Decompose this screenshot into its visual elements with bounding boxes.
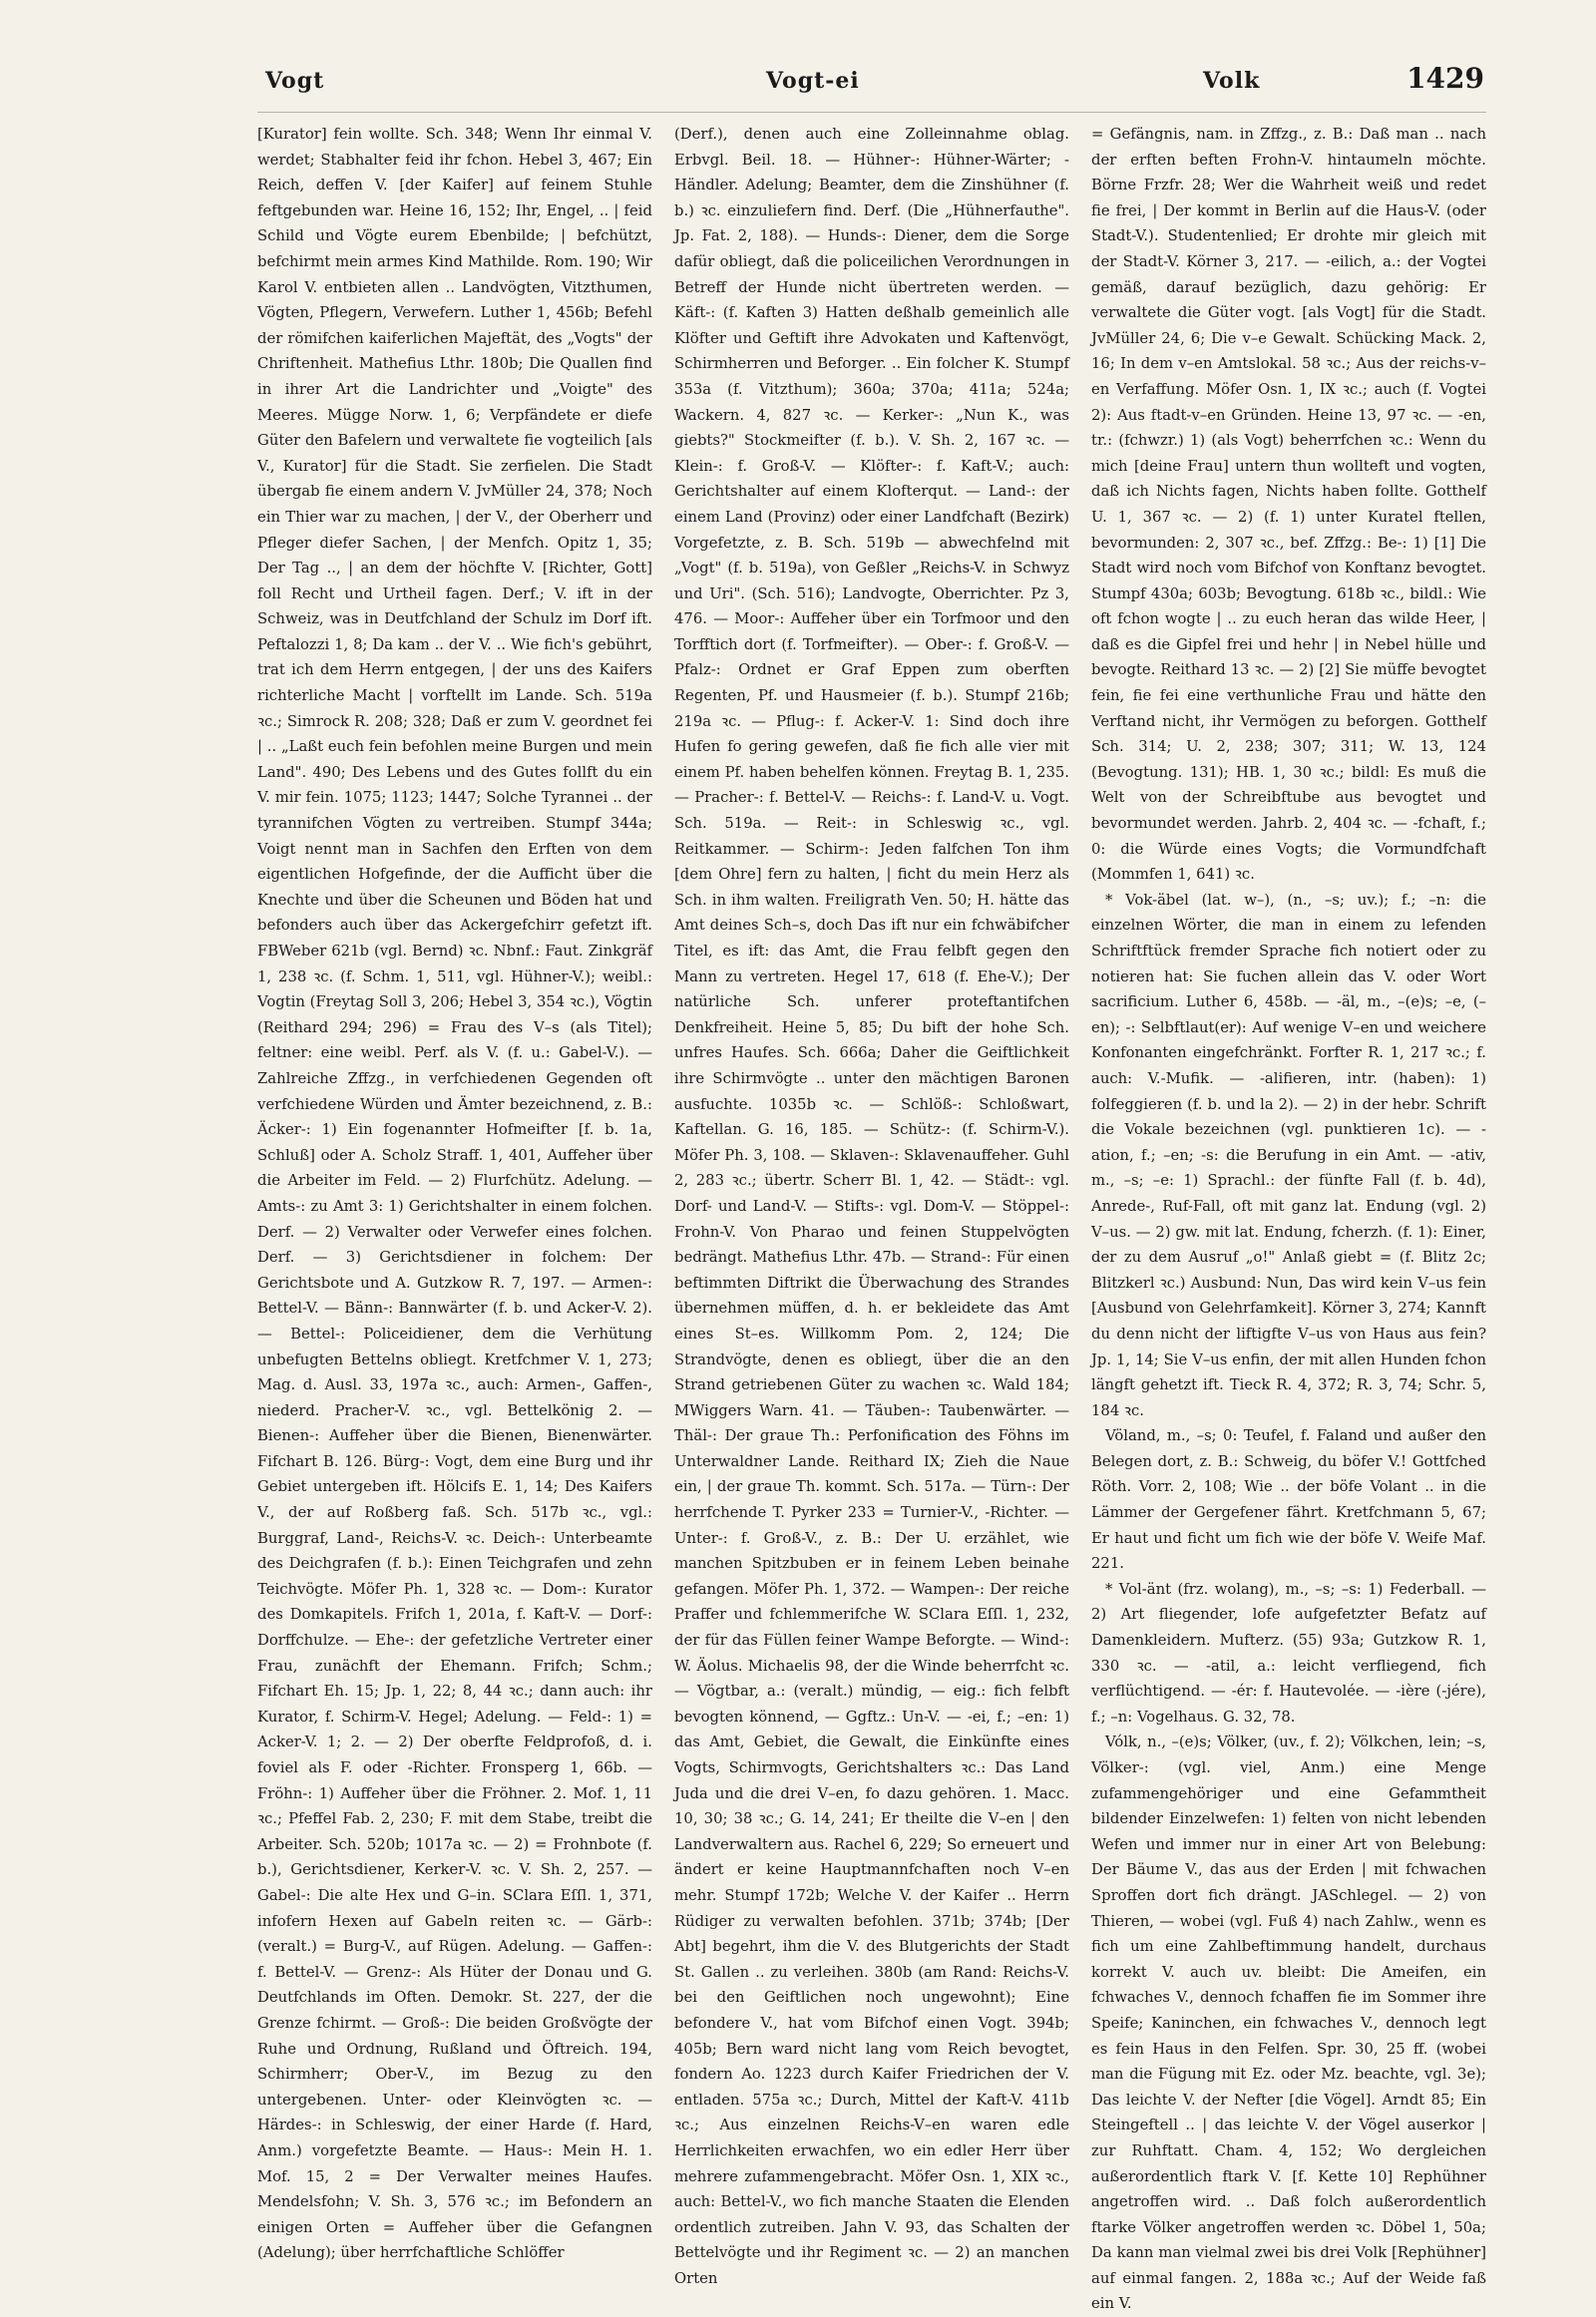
header-right-word: Volk — [1203, 68, 1261, 94]
entry-vokabel: * Vok-äbel (lat. w–), (n., –s; uv.); f.; –n: die einzelnen Wörter, die man in einem zu lefenden Schriftftück fremder Sprache fich notiert oder zu notieren hat: Sie fuchen allein das V. oder Wort sacrificium. Luther 6, 458b. — -äl, m., –(e)s; –e, (–en); -: Selbftlaut(er): Auf wenige V–en und weichere Konfonanten eingefchränkt. Forfter R. 1, 217 ꝛc.; f. auch: V.-Mufik. — -alifieren, intr. (haben): 1) folfeggieren (f. b. und la 2). — 2) in der hebr. Schrift die Vokale bezeichnen (vgl. punktieren 1c). — -ation, f.; –en; -s: die Berufung in ein Amt. — -ativ, m., –s; –e: 1) Sprachl.: der fünfte Fall (f. b. 4d), Anrede-, Ruf-Fall, oft mit ganz lat. Endung (vgl. 2) V–us. — 2) gw. mit lat. Endung, fcherzh. (f. 1): Einer, der zu dem Ausruf „o!" Anlaß giebt = (f. Blitz 2c; Blitzkerl ꝛc.) Ausbund: Nun, Das wird kein V–us fein [Ausbund von Gelehrfamkeit]. Körner 3, 274; Kannft du denn nicht der liftigfte V–us von Haus aus fein? Jp. 1, 14; Sie V–us enfin, der mit allen Hunden fchon längft gehetzt ift. Tieck R. 4, 372; R. 3, 74; Schr. 5, 184 ꝛc. — [1091, 891, 1486, 1419]
header-left-word: Vogt — [265, 68, 325, 94]
column-middle — [674, 122, 1069, 2287]
header-rule — [257, 112, 1486, 113]
entry-vogtei-continued: = Gefängnis, nam. in Zffzg., z. B.: Daß man .. nach der erften beften Frohn-V. hintaumeln möchte. Börne Frzfr. 28; Wer die Wahrheit weiß und redet fie frei, | Der kommt in Berlin auf die Haus-V. (oder Stadt-V.). Studentenlied; Er drohte mir gleich mit der Stadt-V. Körner 3, 217. — -eilich, a.: der Vogtei gemäß, darauf bezüglich, dazu gehörig: Er verwaltete die Güter vogt. [als Vogt] für die Stadt. JvMüller 24, 6; Die v–e Gewalt. Schücking Mack. 2, 16; In dem v–en Amtslokal. 58 ꝛc.; Aus der reichs-v–en Verfaffung. Möfer Osn. 1, IX ꝛc.; auch (f. Vogtei 2): Aus ftadt-v–en Gründen. Heine 13, 97 ꝛc. — -en, tr.: (fchwzr.) 1) (als Vogt) beherrfchen ꝛc.: Wenn du mich [deine Frau] untern thun wollteft und vogten, daß ich Nichts fagen, Nichts haben follte. Gotthelf U. 1, 367 ꝛc. — 2) (f. 1) unter Kuratel ftellen, bevormunden: 2, 307 ꝛc., bef. Zffzg.: Be-: 1) [1] Die Stadt wird noch vom Bifchof von Konftanz bevogtet. Stumpf 430a; 603b; Bevogtung. 618b ꝛc., bildl.: Wie oft fchon wogte | .. zu euch heran das wilde Heer, | daß es die Gipfel frei und hehr | in Nebel hülle und bevogte. Reithard 13 ꝛc. — 2) [2] Sie müffe bevogtet fein, fie fei eine verthunliche Frau und hätte den Verftand nicht, ihr Vermögen zu beforgen. Gotthelf Sch. 314; U. 2, 238; 307; 311; W. 13, 124 (Bevogtung. 131); HB. 1, 30 ꝛc.; bildl: Es muß die Welt von der Schreibftube aus bevogtet und bevormundet werden. Jahrb. 2, 404 ꝛc. — -fchaft, f.; 0: die Würde eines Vogts; die Vormundfchaft (Mommfen 1, 641) ꝛc. — [1091, 126, 1486, 884]
entry-volant: * Vol-änt (frz. wolang), m., –s; –s: 1) Federball. — 2) Art fliegender, lofe aufgefetzter Befatz auf Damenkleidern. Mufterz. (55) 93a; Gutzkow R. 1, 330 ꝛc. — -atil, a.: leicht verfliegend, fich verflüchtigend. — -ér: f. Hautevolée. — -ière (-jére), f.; –n: Vogelhaus. G. 32, 78. — [1091, 1580, 1486, 1726]
running-header — [257, 62, 1486, 106]
column-middle-text: (Derf.), denen auch eine Zolleinnahme oblag. Erbvgl. Beil. 18. — Hühner-: Hühner-Wärter; -Händler. Adelung; Beamter, dem die Zinshühner (f. b.) ꝛc. einzuliefern find. Derf. (Die „Hühnerfauthe". Jp. Fat. 2, 188). — Hunds-: Diener, dem die Sorge dafür obliegt, daß die policeilichen Verordnungen in Betreff der Hunde nicht übertreten werden. — Käft-: (f. Kaften 3) Hatten deßhalb gemeinlich alle Klöfter und Geftift ihre Advokaten und Kaftenvögt, Schirmherren und Beforger. .. Ein folcher K. Stumpf 353a (f. Vitzthum); 360a; 370a; 411a; 524a; Wackern. 4, 827 ꝛc. — Kerker-: „Nun K., was giebts?" Stockmeifter (f. b.). V. Sh. 2, 167 ꝛc. — Klein-: f. Groß-V. — Klöfter-: f. Kaft-V.; auch: Gerichtshalter auf einem Klofterqut. — Land-: der einem Land (Provinz) oder einer Landfchaft (Bezirk) Vorgefetzte, z. B. Sch. 519b — abwechfelnd mit „Vogt" (f. b. 519a), von Geßler „Reichs-V. in Schwyz und Uri". (Sch. 516); Landvogte, Oberrichter. Pz 3, 476. — Moor-: Auffeher über ein Torfmoor und den Torfftich dort (f. Torfmeifter). — Ober-: f. Groß-V. — Pfalz-: Ordnet er Graf Eppen zum oberften Regenten, Pf. und Hausmeier (f. b.). Stumpf 216b; 219a ꝛc. — Pflug-: f. Acker-V. 1: Sind doch ihre Hufen fo gering gewefen, daß fie fich alle vier mit einem Pf. haben behelfen können. Freytag B. 1, 235. — Pracher-: f. Bettel-V. — Reichs-: f. Land-V. u. Vogt. Sch. 519a. — Reit-: in Schleswig ꝛc., vgl. Reitkammer. — Schirm-: Jeden falfchen Ton ihm [dem Ohre] fern zu halten, | ficht du mein Herz als Sch. in ihm walten. Freiligrath Ven. 50; H. hätte das Amt deines Sch–s, doch Das ift nur ein fchwäbifcher Titel, es ift: das Amt, die Frau felbft gegen den Mann zu vertreten. Hegel 17, 618 (f. Ehe-V.); Der natürliche Sch. unferer proteftantifchen Denkfreiheit. Heine 5, 85; Du bift der hohe Sch. unfres Haufes. Sch. 666a; Daher die Geiftlichkeit ihre Schirmvögte .. unter den mächtigen Baronen ausfuchte. 1035b ꝛc. — Schlöß-: Schloßwart, Kaftellan. G. 16, 185. — Schütz-: (f. Schirm-V.). Möfer Ph. 3, 108. — Sklaven-: Sklavenauffeher. Guhl 2, 283 ꝛc.; übertr. Scherr Bl. 1, 42. — Städt-: vgl. Dorf- und Land-V. — Stifts-: vgl. Dom-V. — Stöppel-: Frohn-V. Von Pharao und feinen Stuppelvögten bedrängt. Mathefius Lthr. 47b. — Strand-: Für einen beftimmten Diftrikt die Überwachung des Strandes übernehmen müffen, d. h. er bekleidete das Amt eines St–es. Willkomm Pom. 2, 124; Die Strandvögte, denen es obliegt, über die an den Strand getriebenen Güter zu wachen ꝛc. Wald 184; MWiggers Warn. 41. — Täuben-: Taubenwärter. — Thäl-: Der graue Th.: Perfonification des Föhns im Unterwaldner Lande. Reithard IX; Zieh die Naue ein, | der graue Th. kommt. Sch. 517a. — Türn-: Der herrfchende T. Pyrker 233 = Turnier-V., -Richter. — Unter-: f. Groß-V., z. B.: Der U. erzählet, wie manchen Spitzbuben er in feinem Leben beinahe gefangen. Möfer Ph. 1, 372. — Wampen-: Der reiche Praffer und fchlemmerifche W. SClara Eſſl. 1, 232, der für das Füllen feiner Wampe Beforgte. — Wind-: W. Äolus. Michaelis 98, der die Winde beherrfcht ꝛc. — Vögtbar, a.: (veralt.) mündig, — eig.: fich felbft bevogten könnend, — Ggftz.: Un-V. — -ei, f.; –en: 1) das Amt, Gebiet, die Gewalt, die Einkünfte eines Vogts, Schirmvogts, Gerichtshalters ꝛc.: Das Land Juda und die drei V–en, fo dazu gehören. 1. Macc. 10, 30; 38 ꝛc.; G. 14, 241; Er theilte die V–en | den Landverwaltern aus. Rachel 6, 229; So erneuert und ändert er keine Hauptmannfchaften noch V–en mehr. Stumpf 172b; Welche V. der Kaifer .. Herrn Rüdiger zu verwalten befohlen. 371b; 374b; [Der Abt] begehrt, ihm die V. des Blutgerichts der Stadt St. Gallen .. zu verleihen. 380b (am Rand: Reichs-V. bei den Geiftlichen noch ungewohnt); Eine befondere V., hat vom Bifchof einen Vogt. 394b; 405b; Bern ward nicht lang vom Reich bevogtet, fondern Ao. 1223 durch Kaifer Friedrichen der V. entladen. 575a ꝛc.; Durch, Mittel der Kaft-V. 411b ꝛc.; Aus einzelnen Reichs-V–en waren edle Herrlichkeiten erwachfen, wo ein edler Herr über mehrere zufammengebracht. Möfer Osn. 1, XIX ꝛc., auch: Bettel-V., wo fich manche Staaten die Elenden ordentlich zutreiben. Jahn V. 93, das Schalten der Bettelvögte und ihr Regiment ꝛc. — 2) an manchen Orten — [674, 126, 1069, 2287]
column-right — [1091, 122, 1486, 2313]
page-number: 1429 — [1406, 62, 1484, 95]
text-columns — [257, 122, 1486, 2313]
entry-volk: Vólk, n., –(e)s; Völker, (uv., f. 2); Völkchen, lein; –s, Völker-: (vgl. viel, Anm.) eine Menge zufammengehöriger und eine Gefammtheit bildender Einzelwefen: 1) felten von nicht lebenden Wefen und immer nur in einer Art von Belebung: Der Bäume V., das aus der Erden | mit fchwachen Sproffen dort fich drängt. JASchlegel. — 2) von Thieren, — wobei (vgl. Fuß 4) nach Zahlw., wenn es fich um eine Zahlbeftimmung handelt, durchaus korrekt V. auch uv. bleibt: Die Ameifen, ein fchwaches V., dennoch fchaffen fie im Sommer ihre Speife; Kaninchen, ein fchwaches V., dennoch legt es fein Haus in den Felfen. Spr. 30, 25 ff. (wobei man die Fügung mit Ez. oder Mz. beachte, vgl. 3e); Das leichte V. der Nefter [die Vögel]. Arndt 85; Ein Steingeftell .. | das leichte V. der Vögel auserkor | zur Ruhftatt. Cham. 4, 152; Wo dergleichen außerordentlich ftark V. [f. Kette 10] Rephühner angetroffen wird. .. Daß folch außerordentlich ftarke Völker angetroffen werden ꝛc. Döbel 1, 50a; Da kann man vielmal zwei bis drei Volk [Rephühner] auf einmal fangen. 2, 188a ꝛc.; Auf der Weide faß ein V. — [1091, 1734, 1486, 2313]
column-left-text: [Kurator] fein wollte. Sch. 348; Wenn Ihr einmal V. werdet; Stabhalter feid ihr fchon. Hebel 3, 467; Ein Reich, deffen V. [der Kaifer] auf feinem Stuhle feftgebunden war. Heine 16, 152; Ihr, Engel, .. | feid Schild und Vögte eurem Ebenbilde; | befchützt, befchirmt mein armes Kind Mathilde. Rom. 190; Wir Karol V. entbieten allen .. Landvögten, Vitzthumen, Vögten, Pflegern, Verwefern. Luther 1, 456b; Befehl der römifchen kaiferlichen Majeftät, des „Vogts" der Chriftenheit. Mathefius Lthr. 180b; Die Quallen find in ihrer Art die Landrichter und „Voigte" des Meeres. Mügge Norw. 1, 6; Verpfändete er diefe Güter den Bafelern und verwaltete fie vogteilich [als V., Kurator] für die Stadt. Sie zerfielen. Die Stadt übergab fie einem andern V. JvMüller 24, 378; Noch ein Thier war zu machen, | der V., der Oberherr und Pfleger diefer Sachen, | der Menfch. Opitz 1, 35; Der Tag .., | an dem der höchfte V. [Richter, Gott] foll Recht und Urtheil fagen. Derf.; V. ift in der Schweiz, was in Deutfchland der Schulz im Dorf ift. Peftalozzi 1, 8; Da kam .. der V. .. Wie fich's gebührt, trat ich dem Herrn entgegen, | der uns des Kaifers richterliche Macht | vorftellt im Lande. Sch. 519a ꝛc.; Simrock R. 208; 328; Daß er zum V. geordnet fei | .. „Laßt euch fein befohlen meine Burgen und mein Land". 490; Des Lebens und des Gutes follft du ein V. mir fein. 1075; 1123; 1447; Solche Tyrannei .. der tyrannifchen Vögten zu vertreiben. Stumpf 344a; Voigt nennt man in Sachfen den Erften von dem eigentlichen Hofgefinde, der die Aufficht über die Knechte und über die Scheunen und Böden hat und befonders auch über das Ackergefchirr gefetzt ift. FBWeber 621b (vgl. Bernd) ꝛc. Nbnf.: Faut. Zinkgräf 1, 238 ꝛc. (f. Schm. 1, 511, vgl. Hühner-V.); weibl.: Vogtin (Freytag Soll 3, 206; Hebel 3, 354 ꝛc.), Vögtin (Reithard 294; 296) = Frau des V–s (als Titel); feltner: eine weibl. Perf. als V. (f. u.: Gabel-V.). — Zahlreiche Zffzg., in verfchiedenen Gegenden oft verfchiedene Würden und Ämter bezeichnend, z. B.: Äcker-: 1) Ein fogenannter Hofmeifter [f. b. 1a, Schluß] oder A. Scholz Straff. 1, 401, Auffeher über die Arbeiter im Feld. — 2) Flurfchütz. Adelung. — Amts-: zu Amt 3: 1) Gerichtshalter in einem folchen. Derf. — 2) Verwalter oder Verwefer eines folchen. Derf. — 3) Gerichtsdiener in folchem: Der Gerichtsbote und A. Gutzkow R. 7, 197. — Armen-: Bettel-V. — Bänn-: Bannwärter (f. b. und Acker-V. 2). — Bettel-: Policeidiener, dem die Verhütung unbefugten Bettelns obliegt. Kretfchmer V. 1, 273; Mag. d. Ausl. 33, 197a ꝛc., auch: Armen-, Gaffen-, niederd. Pracher-V. ꝛc., vgl. Bettelkönig 2. — Bienen-: Auffeher über die Bienen, Bienenwärter. Fifchart B. 126. Bürg-: Vogt, dem eine Burg und ihr Gebiet untergeben ift. Hölcifs E. 1, 14; Des Kaifers V., der auf Roßberg faß. Sch. 517b ꝛc., vgl.: Burggraf, Land-, Reichs-V. ꝛc. Deich-: Unterbeamte des Deichgrafen (f. b.): Einen Teichgrafen und zehn Teichvögte. Möfer Ph. 1, 328 ꝛc. — Dom-: Kurator des Domkapitels. Frifch 1, 201a, f. Kaft-V. — Dorf-: Dorffchulze. — Ehe-: der gefetzliche Vertreter einer Frau, zunächft der Ehemann. Frifch; Schm.; Fifchart Eh. 15; Jp. 1, 22; 8, 44 ꝛc.; dann auch: ihr Kurator, f. Schirm-V. Hegel; Adelung. — Feld-: 1) = Acker-V. 1; 2. — 2) Der oberfte Feldprofoß, d. i. foviel als F. oder -Richter. Fronsperg 1, 66b. — Fröhn-: 1) Auffeher über die Fröhner. 2. Mof. 1, 11 ꝛc.; Pfeffel Fab. 2, 230; F. mit dem Stabe, treibt die Arbeiter. Sch. 520b; 1017a ꝛc. — 2) = Frohnbote (f. b.), Gerichtsdiener, Kerker-V. ꝛc. V. Sh. 2, 257. — Gabel-: Die alte Hex und G–in. SClara Eſſl. 1, 371, infofern Hexen auf Gabeln reiten ꝛc. — Gärb-: (veralt.) = Burg-V., auf Rügen. Adelung. — Gaffen-: f. Bettel-V. — Grenz-: Als Hüter der Donau und G. Deutfchlands im Often. Demokr. St. 227, der die Grenze fchirmt. — Groß-: Die beiden Großvögte der Ruhe und Ordnung, Rußland und Öftreich. 194, Schirmherr; Ober-V., im Bezug zu den untergebenen. Unter- oder Kleinvögten ꝛc. — Härdes-: in Schleswig, der einer Harde (f. Hard, Anm.) vorgefetzte Beamte. — Haus-: Mein H. 1. Mof. 15, 2 = Der Verwalter meines Haufes. Mendelsfohn; V. Sh. 3, 576 ꝛc.; im Befondern an einigen Orten = Auffeher über die Gefangnen (Adelung); über herrfchaftliche Schlöffer — [257, 126, 652, 2262]
header-center-word: Vogt-ei — [766, 68, 860, 94]
column-left — [257, 122, 652, 2262]
entry-voland: Völand, m., –s; 0: Teufel, f. Faland und außer den Belegen dort, z. B.: Schweig, du böfer V.! Gottfched Röth. Vorr. 2, 108; Wie .. der böfe Volant .. in die Lämmer der Gergefener fährt. Kretfchmann 5, 67; Er haut und ficht um fich wie der böfe V. Weife Maf. 221. — [1091, 1427, 1486, 1573]
